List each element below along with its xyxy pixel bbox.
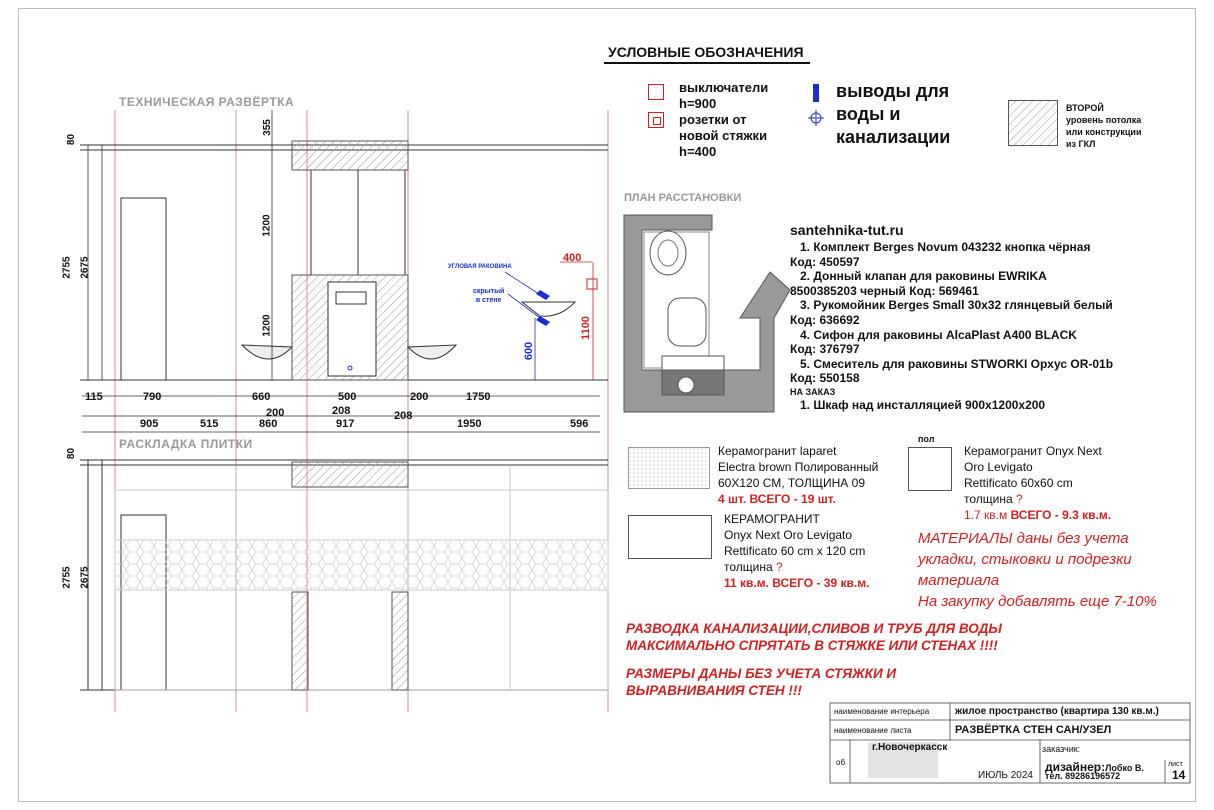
- socket-icon: [648, 112, 664, 128]
- dim-row1b-0: 200: [266, 407, 285, 419]
- material-3: КЕРАМОГРАНИТ Onyx Next Oro Levigato Rettificato 60 cm x 120 cm толщина ? 11 кв.м. ВСЕГО - 39 кв.м.: [724, 512, 870, 590]
- dim-600: 600: [523, 341, 536, 361]
- tile-dim-80: 80: [66, 447, 78, 460]
- tb-city: г.Новочеркасск: [872, 742, 948, 753]
- tile-dim-2675: 2675: [79, 566, 91, 589]
- dim-row1b-2: 208: [394, 410, 413, 422]
- spec-line: Код: 450597: [790, 254, 860, 269]
- dim-row1-1: 790: [143, 391, 162, 403]
- tb-date: ИЮЛЬ 2024: [978, 770, 1033, 781]
- material-2-swatch: [908, 447, 952, 491]
- spec-list: [790, 240, 1195, 413]
- section-plan-title: ПЛАН РАССТАНОВКИ: [624, 192, 742, 204]
- spec-line: 3. Рукомойник Berges Small 30x32 глянцевый белый: [800, 298, 1113, 313]
- tb-label-interior: наименование интерьера: [834, 707, 930, 716]
- dim-row2-3: 917: [336, 418, 355, 430]
- section-tech-title: ТЕХНИЧЕСКАЯ РАЗВЁРТКА: [119, 95, 295, 109]
- dim-400: 400: [563, 252, 582, 264]
- dimensions-note: РАЗМЕРЫ ДАНЫ БЕЗ УЧЕТА СТЯЖКИ И ВЫРАВНИВАНИЯ СТЕН !!!: [626, 666, 897, 698]
- plumbing-note: РАЗВОДКА КАНАЛИЗАЦИИ,СЛИВОВ И ТРУБ ДЛЯ ВОДЫ МАКСИМАЛЬНО СПРЯТАТЬ В СТЯЖКЕ ИЛИ СТЕНАХ !!!!: [626, 621, 1002, 653]
- spec-line: 8500385203 черный Код: 569461: [790, 283, 979, 298]
- corner-sink-label: УГЛОВАЯ РАКОВИНА: [448, 264, 512, 270]
- dim-row1-3: 500: [338, 391, 357, 403]
- dim-1100: 1100: [579, 316, 592, 340]
- legend-title: УСЛОВНЫЕ ОБОЗНАЧЕНИЯ: [604, 44, 810, 64]
- water-outlet-icon: [806, 82, 826, 128]
- legend-switch-text: выключатели h=900 розетки от новой стяжки h=400: [679, 80, 769, 159]
- dim-2675: 2675: [79, 256, 91, 279]
- dim-row2-1: 515: [200, 418, 219, 430]
- spec-line: 1. Комплект Berges Novum 043232 кнопка чёрная: [800, 240, 1091, 254]
- tb-designer: дизайнер:Лобко В.: [1045, 760, 1144, 774]
- spec-line: 2. Донный клапан для раковины EWRIKA: [800, 269, 1047, 284]
- dim-row1-5: 1750: [466, 391, 491, 403]
- spec-line: Код: 636692: [790, 312, 860, 327]
- ceiling-hatch-icon: [1008, 100, 1058, 146]
- spec-line: 5. Смеситель для раковины STWORKI Орхус OR-01b: [800, 356, 1114, 371]
- dim-row1-2: 660: [252, 391, 271, 403]
- tb-customer: заказчик:: [1042, 744, 1081, 754]
- switch-icon: [648, 84, 664, 100]
- dim-355: 355: [261, 119, 273, 136]
- legend-ceiling-text: ВТОРОЙ уровень потолка или конструкции из ГКЛ: [1066, 103, 1142, 149]
- dim-row2-0: 905: [140, 418, 159, 430]
- dim-row1b-1: 208: [332, 405, 351, 417]
- material-3-swatch: [628, 515, 712, 559]
- hidden-in-wall-label: скрытый в стене: [473, 288, 505, 304]
- guide-lines: [115, 110, 608, 712]
- dim-row2-4: 1950: [457, 418, 482, 430]
- material-2: Керамогранит Onyx Next Oro Levigato Rettificato 60x60 cm толщина ? 1.7 кв.м ВСЕГО - 9.3 кв.м.: [964, 444, 1112, 522]
- dim-1200-top: 1200: [261, 214, 273, 237]
- tb-label-list: лист: [1168, 761, 1183, 768]
- section-tile-title: РАСКЛАДКА ПЛИТКИ: [119, 437, 253, 451]
- tb-sheet: РАЗВЁРТКА СТЕН САН/УЗЕЛ: [955, 724, 1112, 736]
- dim-80: 80: [66, 133, 78, 146]
- tb-object: об: [836, 758, 846, 767]
- material-1-swatch: [628, 447, 710, 489]
- dim-row2-5: 596: [570, 418, 589, 430]
- material-1: Керамогранит laparet Electra brown Полированный 60X120 СМ, ТОЛЩИНА 09 4 шт. ВСЕГО - 19 шт.: [718, 444, 879, 506]
- spec-line: Код: 376797: [790, 342, 860, 357]
- dim-1200-bottom: 1200: [261, 314, 273, 337]
- tb-phone: тел. 89286196572: [1045, 771, 1121, 781]
- dim-row2-2: 860: [259, 418, 278, 430]
- tb-list-no: 14: [1172, 768, 1186, 782]
- spec-line: Код: 550158: [790, 371, 860, 386]
- legend-water-text: выводы для воды и канализации: [836, 81, 951, 147]
- spec-site: santehnika-tut.ru: [790, 222, 904, 238]
- dim-row1-4: 200: [410, 391, 429, 403]
- tb-label-sheet: наименование листа: [834, 726, 912, 735]
- floor-label: пол: [918, 434, 935, 444]
- spec-order-label: НА ЗАКАЗ: [790, 386, 836, 397]
- materials-note: МАТЕРИАЛЫ даны без учета укладки, стыковки и подрезки материала На закупку добавлять еще 7-10%: [918, 530, 1157, 610]
- plan-drawing: [624, 215, 790, 412]
- tile-dim-2755: 2755: [61, 566, 73, 589]
- tb-interior: жилое пространство (квартира 130 кв.м.): [955, 706, 1159, 717]
- spec-line: 4. Сифон для раковины AlcaPlast A400 BLACK: [800, 327, 1077, 342]
- spec-order-item: 1. Шкаф над инсталляцией 900x1200x200: [800, 397, 1046, 412]
- dim-row1-0: 115: [85, 391, 103, 403]
- dim-2755: 2755: [61, 256, 73, 279]
